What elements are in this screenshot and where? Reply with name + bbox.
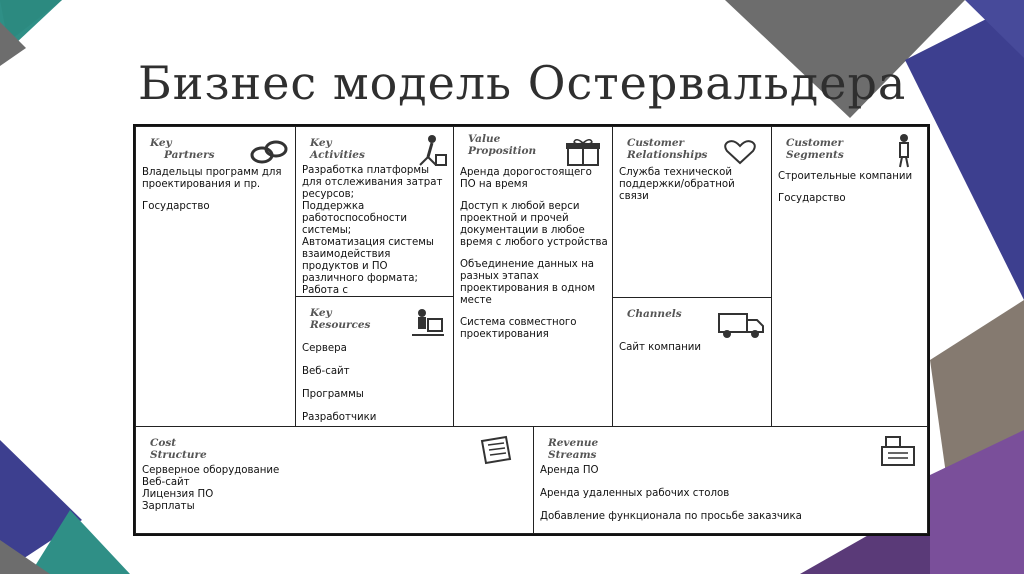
- key-resources-heading: Key Resources: [310, 307, 371, 331]
- value-proposition-list: Аренда дорогостоящего ПО на время Доступ к любой верси проектной и прочей документации в любое время с любого устройства Объединение данных на разных этапах проектирования в одном месте Система совместного проектирования: [460, 167, 608, 340]
- key-activities-block: [295, 126, 454, 297]
- customer-segments-list: Строительные компании Государство: [778, 171, 913, 204]
- worker-icon: [410, 133, 450, 167]
- customer-relationships-block: [612, 126, 772, 298]
- channels-heading: Channels: [627, 308, 682, 320]
- key-partners-list: Владельцы программ для проектирования и пр. Государство: [142, 167, 282, 212]
- price-tag-document-icon: [476, 435, 516, 465]
- key-partners-heading: Key Partners: [150, 137, 215, 161]
- chain-link-icon: [248, 137, 292, 167]
- customer-segments-block: [771, 126, 928, 427]
- customer-segments-heading: Customer Segments: [786, 137, 844, 161]
- business-model-canvas: [133, 124, 930, 536]
- cash-register-icon: [878, 433, 918, 469]
- slide-title: Бизнес модель Остервальдера: [138, 56, 907, 110]
- cost-structure-heading: Cost Structure: [150, 437, 207, 461]
- cost-structure-block: [135, 426, 534, 534]
- revenue-streams-heading: Revenue Streams: [548, 437, 599, 461]
- key-activities-list: Разработка платформы для отслеживания затрат ресурсов; Поддержка работоспособности системы; Автоматизация системы взаимодействия продуктов и ПО различного формата; Работа с: [302, 165, 443, 296]
- channels-list: Сайт компании: [619, 342, 702, 353]
- channels-block: [612, 297, 772, 427]
- cost-structure-list: Серверное оборудование Веб-сайт Лицензия ПО Зарплаты: [142, 465, 280, 512]
- customer-relationships-heading: Customer Relationships: [627, 137, 708, 161]
- person-icon: [892, 133, 916, 169]
- customer-relationships-list: Служба технической поддержки/обратной связи: [619, 167, 735, 202]
- forklift-worker-icon: [408, 307, 448, 339]
- key-resources-block: [295, 296, 454, 427]
- key-activities-heading: Key Activities: [310, 137, 365, 161]
- revenue-streams-list: Аренда ПО Аренда удаленных рабочих столов Добавление функционала по просьбе заказчика: [540, 465, 802, 522]
- gift-box-icon: [562, 137, 606, 169]
- key-resources-list: Сервера Веб-сайт Программы Разработчики: [302, 343, 377, 423]
- heart-icon: [723, 139, 757, 165]
- key-partners-block: [135, 126, 296, 427]
- value-proposition-heading: Value Proposition: [468, 133, 537, 157]
- revenue-streams-block: [533, 426, 928, 534]
- delivery-truck-icon: [717, 310, 765, 340]
- value-proposition-block: [453, 126, 613, 427]
